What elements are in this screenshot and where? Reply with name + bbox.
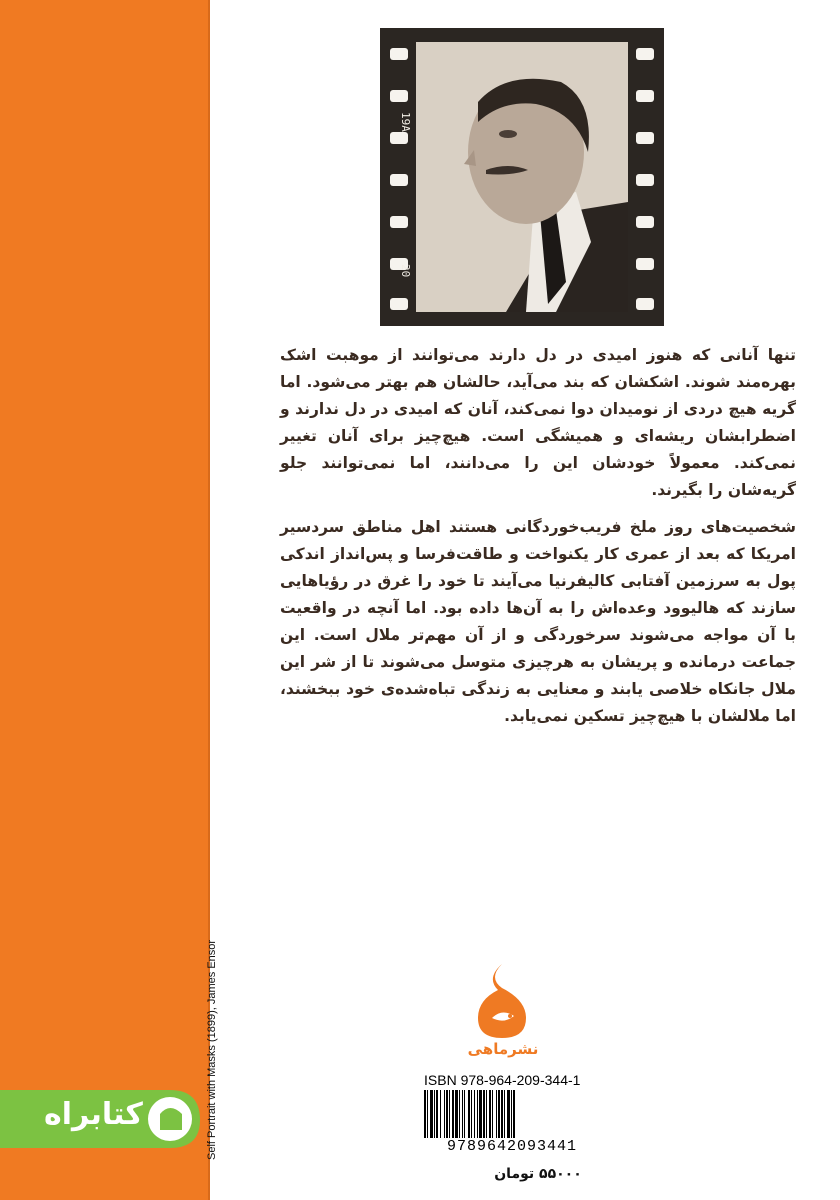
book-spine — [0, 0, 208, 1200]
sprocket-hole — [636, 298, 654, 310]
film-strip-frame — [380, 28, 664, 326]
sprocket-hole — [390, 298, 408, 310]
film-frame-mark: 20 — [399, 264, 412, 278]
isbn-label: ISBN 978-964-209-344-1 — [424, 1072, 581, 1088]
author-portrait-photo — [416, 42, 628, 312]
sprocket-hole — [390, 90, 408, 102]
sprocket-hole — [636, 174, 654, 186]
sprocket-hole — [636, 48, 654, 60]
fish-drop-icon — [472, 962, 532, 1042]
blurb-paragraph-2: شخصیت‌های روز ملخ فریب‌خوردگانی هستند اهل مناطق سردسیر امریکا که بعد از عمری کار یکنواخت و طاقت‌فرسا و پس‌انداز اندکی پول به سرزمین آفتابی کالیفرنیا می‌آیند تا خود را غرق در رؤیاهایی سازند که هالیوود وعده‌اش را به آن‌ها داده بود. اما آنچه در واقعیت با آن مواجه می‌شوند سرخوردگی و از آن مهم‌تر ملال است. این جماعت درمانده و پریشان به هرچیزی متوسل می‌شوند تا از شر این ملال جانکاه خلاصی یابند و معنایی به زندگی تباه‌شده‌ی خود ببخشند، اما ملالشان با هیچ‌چیز تسکین نمی‌یابد. — [280, 518, 796, 725]
store-badge-label: کتابراه — [44, 1097, 143, 1132]
barcode — [424, 1090, 600, 1138]
cover-art-credit: Self Portrait with Masks (1899), James Ensor — [206, 939, 218, 1160]
barcode-number: 9789642093441 — [446, 1138, 578, 1155]
sprocket-hole — [390, 132, 408, 144]
sprocket-hole — [390, 174, 408, 186]
blurb-paragraph-1: تنها آنانی که هنوز امیدی در دل دارند می‌توانند از موهبت اشک بهره‌مند شوند. اشکشان که بند می‌آید، حالشان هم بهتر می‌شود. اما گریه هیچ دردی از نومیدان دوا نمی‌کند، آنان که امیدی در دل ندارند و اضطرابشان ریشه‌ای و همیشگی است. هیچ‌چیز برای آنان تغییر نمی‌کند. معمولاً خودشان این را می‌دانند، اما نمی‌توانند جلو گریه‌شان را بگیرند. — [280, 346, 796, 499]
sprocket-hole — [636, 216, 654, 228]
price-label: ۵۵۰۰۰ تومان — [494, 1166, 582, 1182]
barcode-bar — [515, 1090, 516, 1138]
publisher-name: نشرماهی — [467, 1040, 539, 1058]
portrait-illustration — [416, 42, 628, 312]
sprocket-hole — [390, 216, 408, 228]
sprocket-hole — [636, 90, 654, 102]
sprocket-hole — [390, 48, 408, 60]
film-frame-mark: 19A — [399, 112, 412, 132]
sprocket-hole — [636, 132, 654, 144]
sprocket-hole — [636, 258, 654, 270]
